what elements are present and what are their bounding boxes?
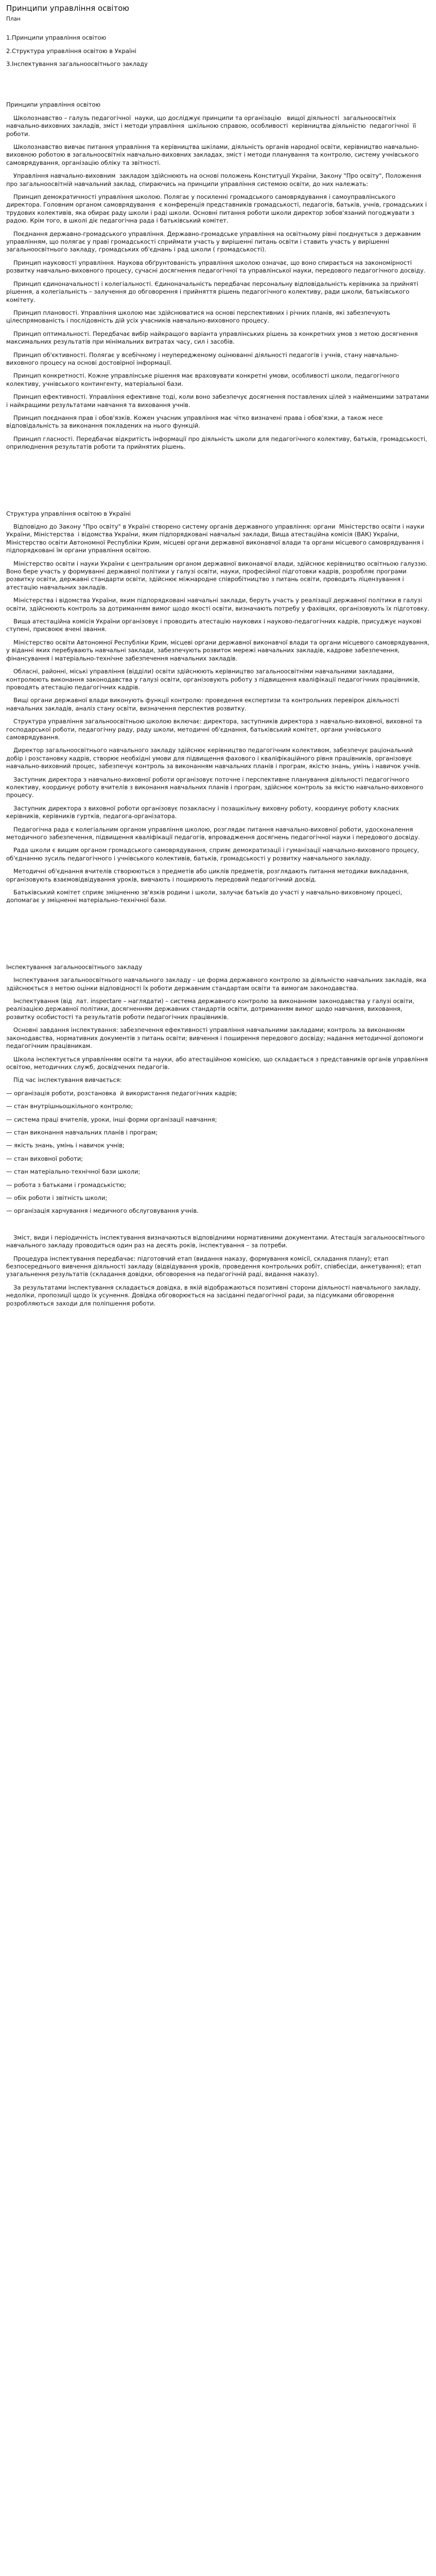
paragraph: Школознавство вивчає питання управління та керівництва шкілами, діяльність органів народної освіти, керівництво навчально-виховною роботою в загальноосвітніх навчально-виховних закладах, зміст і методи планування та контролю, систему учнівського самоврядування, організацію обліку та звітності.	[6, 143, 421, 166]
paragraph: Під час інспектування вивчається:	[13, 1076, 122, 1084]
paragraph: За результатами інспектування складається довідка, в якій відображаються позитивні сторони діяльності навчального закладу, недоліки, пропозиції щодо їх усунення. Довідка обговорюється на засіданні педагогічної ради, за підсумками обговорення розробляються заходи для поліпшення роботи.	[6, 1283, 423, 1307]
paragraph: Директор загальноосвітнього навчального закладу здійснює керівництво педагогічним колективом, забезпечує раціональний добір і розстановку кадрів, створює необхідні умови для підвищення фахового і кваліфікаційного рівня працівників, організовує навчально-виховний процес, забезпечує контроль за виконанням навчальних планів і програм, якістю знань, умінь і навичок учнів.	[6, 747, 421, 770]
paragraph: Міністерство освіти і науки України є центральним органом державної виконавчої влади, здійснює керівництво освітньою галуззю. Воно бере участь у формуванні державної політики у галузі освіти, науки, професійної підготовки кадрів, розробляє програми розвитку освіти, державні стандарти освіти, здійснює міжнародне співробітництво з питань освіти, проводить ліцензування і атестацію навчальних закладів.	[6, 560, 430, 591]
paragraph: Принцип поєднання прав і обов'язків. Кожен учасник управління має чітко визначені права і обов'язки, а також несе відповідальність за виконання покладених на нього функцій.	[6, 414, 385, 430]
list-item: — система праці вчителів, уроки, інші форми організації навчання;	[6, 1115, 217, 1123]
doc-title: Принципи управління освітою	[6, 4, 130, 13]
list-item: — якість знань, умінь і навичок учнів;	[6, 1142, 125, 1149]
section-heading: Структура управління освітою в Україні	[6, 510, 131, 517]
paragraph: Методичні об'єднання вчителів створюються з предметів або циклів предметів, розглядають питання методики викладання, організовують взаємовідвідування уроків, вивчають і поширюють передовий педагогічний досвід.	[6, 868, 411, 883]
list-item: — стан внутрішньошкільного контролю;	[6, 1103, 133, 1110]
paragraph: Міністерство освіти Автономної Республіки Крим, місцеві органи державної виконавчої влади та органи місцевого самоврядування, у віданні яких перебувають навчальні заклади, забезпечують розвиток мережі навчальних закладів, кадрове забезпечення, фінансування і матеріально-технічне забезпечення навчальних закладів.	[6, 638, 431, 662]
paragraph: Процедура інспектування передбачає: підготовчий етап (видання наказу, формування комісії, складання плану); етап безпосереднього вивчення діяльності закладу (відвідування уроків, проведення контрольних робіт, співбесіди, анкетування); етап узагальнення результатів (складання довідки, обговорення на педагогічній раді, видання наказу).	[6, 1255, 423, 1278]
paragraph: Принцип об'єктивності. Полягає у всебічному і неупередженому оцінюванні діяльності педагогів і учнів, стану навчально-виховного процесу на основі достовірної інформації.	[6, 351, 399, 366]
paragraph: Структура управління загальноосвітньою школою включає: директора, заступників директора з навчально-виховної, виховної та господарської роботи, педагогічну раду, раду школи, методичні об'єднання, батьківський комітет, органи учнівського самоврядування.	[6, 718, 424, 741]
paragraph: Обласні, районні, міські управління (відділи) освіти здійснюють керівництво загальноосвітніми навчальними закладами, контролюють виконання законодавства у галузі освіти, організовують роботу з підвищення кваліфікації педагогічних працівників, проводять атестацію педагогічних кадрів.	[6, 668, 422, 691]
paragraph: Міністерства і відомства України, яким підпорядковані навчальні заклади, беруть участь у реалізації державної політики в галузі освіти, здійснюють контроль за дотриманням вимог щодо якості освіти, визначають потребу у фахівцях, організовують їх підготовку.	[6, 597, 430, 612]
list-item: — стан виконання навчальних планів і програм;	[6, 1128, 158, 1136]
section-3-body	[6, 976, 430, 1084]
paragraph: Принцип ефективності. Управління ефективне тоді, коли воно забезпечує досягнення поставлених цілей з найменшими затратами і найкращими результатами навчання та виховання учнів.	[6, 393, 431, 409]
paragraph: Педагогічна рада є колегіальним органом управління школою, розглядає питання навчально-виховної роботи, удосконалення методичного забезпечення, підвищення кваліфікації педагогів, впровадження досягнень педагогічної науки і передового досвіду.	[6, 825, 420, 841]
list-item: — організація харчування і медичного обслуговування учнів.	[6, 1207, 199, 1215]
paragraph: Вищі органи державної влади виконують функції контролю: проведення експертизи та контрольних перевірок діяльності навчальних закладів, аналіз стану освіти, визначення перспектив розвитку.	[6, 697, 401, 712]
paragraph: Заступник директора з виховної роботи організовує позакласну і позашкільну виховну роботу, координує роботу класних керівників, керівників гуртків, педагога-організатора.	[6, 804, 401, 820]
paragraph: Принцип єдиноначальності і колегіальності. Єдиноначальність передбачає персональну відповідальність керівника за прийняті рішення, а колегіальність – залучення до обговорення і прийняття рішень педагогічного колективу, ради школи, батьківського комітету.	[6, 280, 421, 303]
paragraph: Школа інспектується управлінням освіти та науки, або атестаційною комісією, що складається з представників органів управління освітою, методичних служб, досвідчених педагогів.	[6, 1055, 430, 1071]
paragraph: Принцип плановості. Управління школою має здійснюватися на основі перспективних і річних планів, які забезпечують цілеспрямованість і послідовність дій усіх учасників навчально-виховного процесу.	[6, 309, 392, 325]
list-item: — організація роботи, розстановка й використання педагогічних кадрів;	[6, 1089, 237, 1097]
section-1-body	[6, 114, 430, 451]
doc-subtitle: План	[6, 16, 21, 23]
section-2-body	[6, 523, 430, 905]
paragraph: Інспектування (від лат. inspectare – наглядати) – система державного контролю за виконанням законодавства у галузі освіти, реалізацією державної політики, досягненням державних стандартів освіти, дотриманням вимог щодо навчання, виховання, розвитку особистості та результатів роботи педагогічних працівників.	[6, 997, 416, 1021]
list-item: — обік роботи і звітність школи;	[6, 1194, 108, 1201]
section-3-closing	[6, 1234, 430, 1308]
section-heading: Інспектування загальноосвітнього закладу	[6, 963, 143, 971]
paragraph: Принцип конкретності. Кожне управлінське рішення має враховувати конкретні умови, особливості школи, педагогічного колективу, учнівського контингенту, матеріальної бази.	[6, 372, 402, 387]
paragraph: Заступник директора з навчально-виховної роботи організовує поточне і перспективне планування діяльності педагогічного колективу, координує роботу вчителів з виконання навчальних планів і програм, здійснює контроль за якістю навчально-виховного процесу.	[6, 775, 425, 799]
list-item: — стан матеріально-технічної бази школи;	[6, 1168, 141, 1176]
list-item: — стан виховної роботи;	[6, 1155, 83, 1162]
paragraph: Школознавство – галузь педагогічної науки, що досліджує принципи та організацію вищої діяльності загальноосвітніх навчально-виховних закладів, зміст і методи управління шкільною справою, особливості керівництва діяльністю педагогічної її роботи.	[6, 114, 418, 138]
toc-item: 3.Інспектування загальноосвітнього закладу	[6, 60, 148, 67]
list-item: — робота з батьками і громадськістю;	[6, 1181, 126, 1189]
paragraph: Принцип науковості управління. Наукова обґрунтованість управління школою означає, що воно спирається на закономірності розвитку навчально-виховного процесу, сучасні досягнення педагогічної та управлінської науки, передового педагогічного досвіду.	[6, 259, 426, 275]
paragraph: Батьківський комітет сприяє зміцненню зв'язків родини і школи, залучає батьків до участі у навчально-виховному процесі, допомагає у зміцненні матеріально-технічної бази.	[6, 889, 404, 904]
inspection-list	[6, 1090, 430, 1215]
toc-item: 1.Принципи управління освітою	[6, 34, 107, 42]
table-of-contents	[6, 34, 430, 68]
paragraph: Відповідно до Закону "Про освіту" в Україні створено систему органів державного управління: органи Міністерство освіти і науки України, Міністерства і відомства України, яким підпорядковані навчальні заклади, Вища атестаційна комісія (ВАК) України, Міністерство освіти Автономної Республіки Крим, місцеві органи державної виконавчої влади та органи місцевого самоврядування і підпорядковані їм органи управління освітою.	[6, 523, 426, 554]
paragraph: Зміст, види і періодичність інспектування визначаються відповідними нормативними документами. Атестація загальноосвітнього навчального закладу проводиться один раз на десять років, інспектування – за потреби.	[6, 1233, 427, 1249]
toc-item: 2.Структура управління освітою в Україні	[6, 47, 136, 55]
paragraph: Поєднання державно-громадського управління. Державно-громадське управління на освітньому рівні поєднується з державним управлінням, що полягає у праві громадськості сприймати участь у вирішенні питань освіти і ставить участь у вирішенні загальноосвітнього закладу, громадських об'єднань і рад школи ( громадськості).	[6, 230, 423, 253]
paragraph: Принцип оптимальності. Передбачає вибір найкращого варіанта управлінських рішень за конкретних умов з метою досягнення максимальних результатів при мінімальних витратах часу, сил і засобів.	[6, 330, 420, 346]
paragraph: Інспектування загальноосвітнього навчального закладу – це форма державного контролю за діяльністю навчальних закладів, яка здійснюється з метою оцінки відповідності їх роботи державним стандартам освіти та вимогам законодавства.	[6, 976, 428, 992]
paragraph: Принцип демократичності управління школою. Полягає у посиленні громадського самоврядування і самоуправлінського директора. Головним органом самоврядування є конференція представників громадськості, педагогів, батьків, учнів, громадських і трудових колективів, яка обирає раду школи і раді школи. Основні питання роботи школи директор зобов'язаний погоджувати з радою. Крім того, в школі діє педагогічна рада і батьківський комітет.	[6, 193, 429, 225]
paragraph: Управління навчально-виховним закладом здійснюють на основі положень Конституції України, Закону "Про освіту", Положення про загальноосвітній навчальний заклад, спираючись на принципи управління системою освіти, до них належать:	[6, 172, 423, 188]
paragraph: Основні завдання інспектування: забезпечення ефективності управління навчальними закладами; контроль за виконанням законодавства, нормативних документів з питань освіти; вивчення і поширення передового досвіду; надання методичної допомоги педагогічним працівникам.	[6, 1026, 426, 1050]
paragraph: Принцип гласності. Передбачає відкритість інформації про діяльність школи для педагогічного колективу, батьків, громадськості, оприлюднення результатів роботи та прийнятих рішень.	[6, 435, 429, 451]
section-heading: Принципи управління освітою	[6, 101, 101, 109]
paragraph: Вища атестаційна комісія України організовує і проводить атестацію наукових і науково-педагогічних кадрів, присуджує наукові ступені, присвоює вчені звання.	[6, 618, 424, 633]
paragraph: Рада школи є вищим органом громадського самоврядування, сприяє демократизації і гуманізації навчально-виховного процесу, об'єднанню зусиль педагогічного і учнівського колективів, батьків, громадськості у розвитку навчального закладу.	[6, 846, 421, 862]
